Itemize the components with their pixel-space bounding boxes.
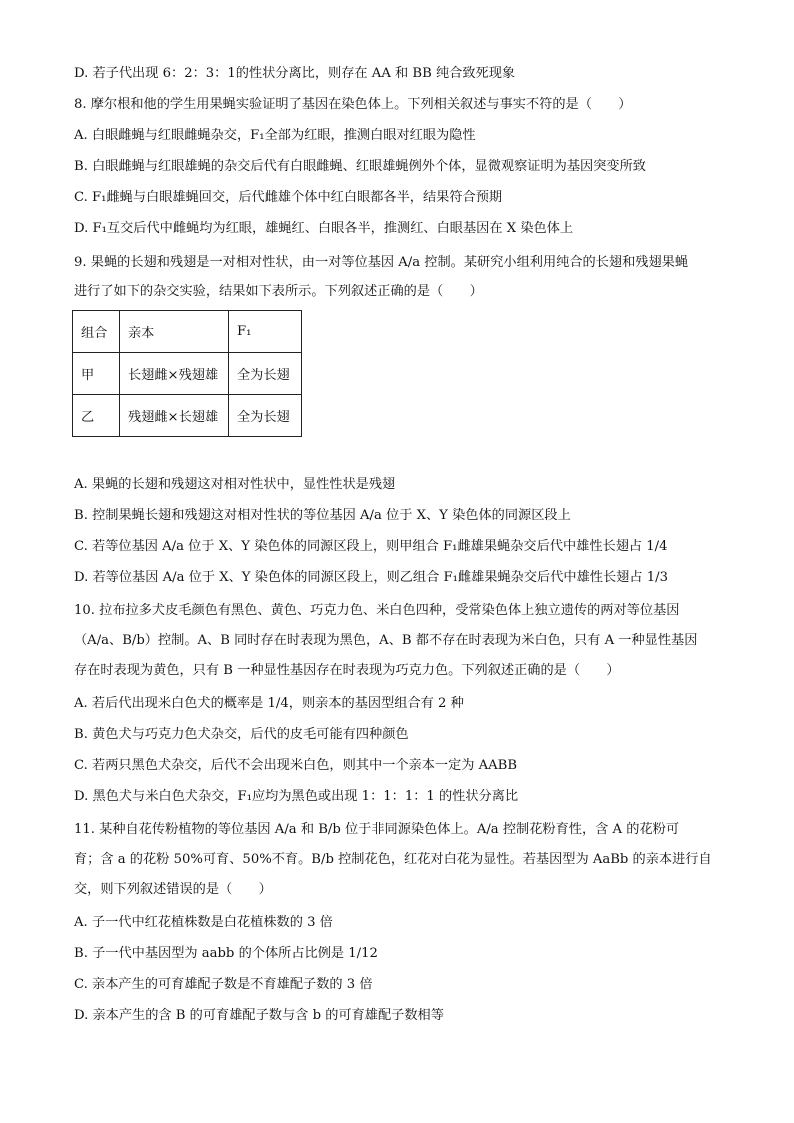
q10-option-d: D. 黑色犬与米白色犬杂交，F₁应均为黑色或出现 1：1：1：1 的性状分离比 bbox=[74, 789, 519, 804]
q8-option-a: A. 白眼雌蝇与红眼雌蝇杂交，F₁全部为红眼，推测白眼对红眼为隐性 bbox=[74, 128, 476, 143]
q11-stem-line1: 11. 某种自花传粉植物的等位基因 A/a 和 B/b 位于非同源染色体上。A/a 控制花粉育性，含 A 的花粉可 bbox=[74, 822, 680, 837]
table-cell: 甲 bbox=[73, 353, 120, 395]
q10-option-b: B. 黄色犬与巧克力色犬杂交，后代的皮毛可能有四种颜色 bbox=[74, 727, 409, 742]
table-row bbox=[73, 395, 302, 437]
q9-stem-line1: 9. 果蝇的长翅和残翅是一对相对性状，由一对等位基因 A/a 控制。某研究小组利用纯合的长翅和残翅果蝇 bbox=[74, 255, 689, 270]
q11-option-b: B. 子一代中基因型为 aabb 的个体所占比例是 1/12 bbox=[74, 946, 378, 961]
q10-stem-line2: （A/a、B/b）控制。A、B 同时存在时表现为黑色，A、B 都不存在时表现为米白色，只有 A 一种显性基因 bbox=[74, 633, 698, 648]
table-cell: 全为长翅 bbox=[229, 353, 302, 395]
table-header-cell: 组合 bbox=[73, 311, 120, 353]
q8-stem: 8. 摩尔根和他的学生用果蝇实验证明了基因在染色体上。下列相关叙述与事实不符的是（ ） bbox=[74, 97, 632, 112]
cross-result-table bbox=[72, 310, 302, 437]
q11-option-c: C. 亲本产生的可育雄配子数是不育雄配子数的 3 倍 bbox=[74, 977, 373, 992]
q9-option-d: D. 若等位基因 A/a 位于 X、Y 染色体的同源区段上，则乙组合 F₁雌雄果蝇杂交后代中雄性长翅占 1/3 bbox=[74, 570, 668, 585]
table-cell: 长翅雌×残翅雄 bbox=[120, 353, 229, 395]
q9-option-b: B. 控制果蝇长翅和残翅这对相对性状的等位基因 A/a 位于 X、Y 染色体的同源区段上 bbox=[74, 508, 571, 523]
q11-stem-line2: 育；含 a 的花粉 50%可育、50%不育。B/b 控制花色，红花对白花为显性。若基因型为 AaBb 的亲本进行自 bbox=[74, 852, 712, 867]
q7-option-d: D. 若子代出现 6：2：3：1的性状分离比，则存在 AA 和 BB 纯合致死现象 bbox=[74, 66, 516, 81]
q11-stem-line3: 交，则下列叙述错误的是（ ） bbox=[74, 882, 272, 897]
q9-option-c: C. 若等位基因 A/a 位于 X、Y 染色体的同源区段上，则甲组合 F₁雌雄果蝇杂交后代中雄性长翅占 1/4 bbox=[74, 539, 668, 554]
q8-option-b: B. 白眼雌蝇与红眼雄蝇的杂交后代有白眼雌蝇、红眼雄蝇例外个体，显微观察证明为基因突变所致 bbox=[74, 159, 646, 174]
q10-stem-line3: 存在时表现为黄色，只有 B 一种显性基因存在时表现为巧克力色。下列叙述正确的是（ ） bbox=[74, 663, 620, 678]
table-header-cell: F₁ bbox=[229, 311, 302, 353]
table-cell: 全为长翅 bbox=[229, 395, 302, 437]
q11-option-a: A. 子一代中红花植株数是白花植株数的 3 倍 bbox=[74, 915, 333, 930]
q10-stem-line1: 10. 拉布拉多犬皮毛颜色有黑色、黄色、巧克力色、米白色四种，受常染色体上独立遗传的两对等位基因 bbox=[74, 603, 680, 618]
q10-option-a: A. 若后代出现米白色犬的概率是 1/4，则亲本的基因型组合有 2 种 bbox=[74, 696, 464, 711]
table-header-cell: 亲本 bbox=[120, 311, 229, 353]
q9-stem-line2: 进行了如下的杂交实验，结果如下表所示。下列叙述正确的是（ ） bbox=[74, 284, 483, 299]
table-row bbox=[73, 353, 302, 395]
table-cell: 乙 bbox=[73, 395, 120, 437]
q8-option-d: D. F₁互交后代中雌蝇均为红眼，雄蝇红、白眼各半，推测红、白眼基因在 X 染色体上 bbox=[74, 221, 574, 236]
table-cell: 残翅雌×长翅雄 bbox=[120, 395, 229, 437]
q9-option-a: A. 果蝇的长翅和残翅这对相对性状中，显性性状是残翅 bbox=[74, 477, 396, 492]
table-header-row bbox=[73, 311, 302, 353]
q8-option-c: C. F₁雌蝇与白眼雄蝇回交，后代雌雄个体中红白眼都各半，结果符合预期 bbox=[74, 190, 503, 205]
q11-option-d: D. 亲本产生的含 B 的可育雄配子数与含 b 的可育雄配子数相等 bbox=[74, 1008, 444, 1023]
q10-option-c: C. 若两只黑色犬杂交，后代不会出现米白色，则其中一个亲本一定为 AABB bbox=[74, 758, 518, 773]
